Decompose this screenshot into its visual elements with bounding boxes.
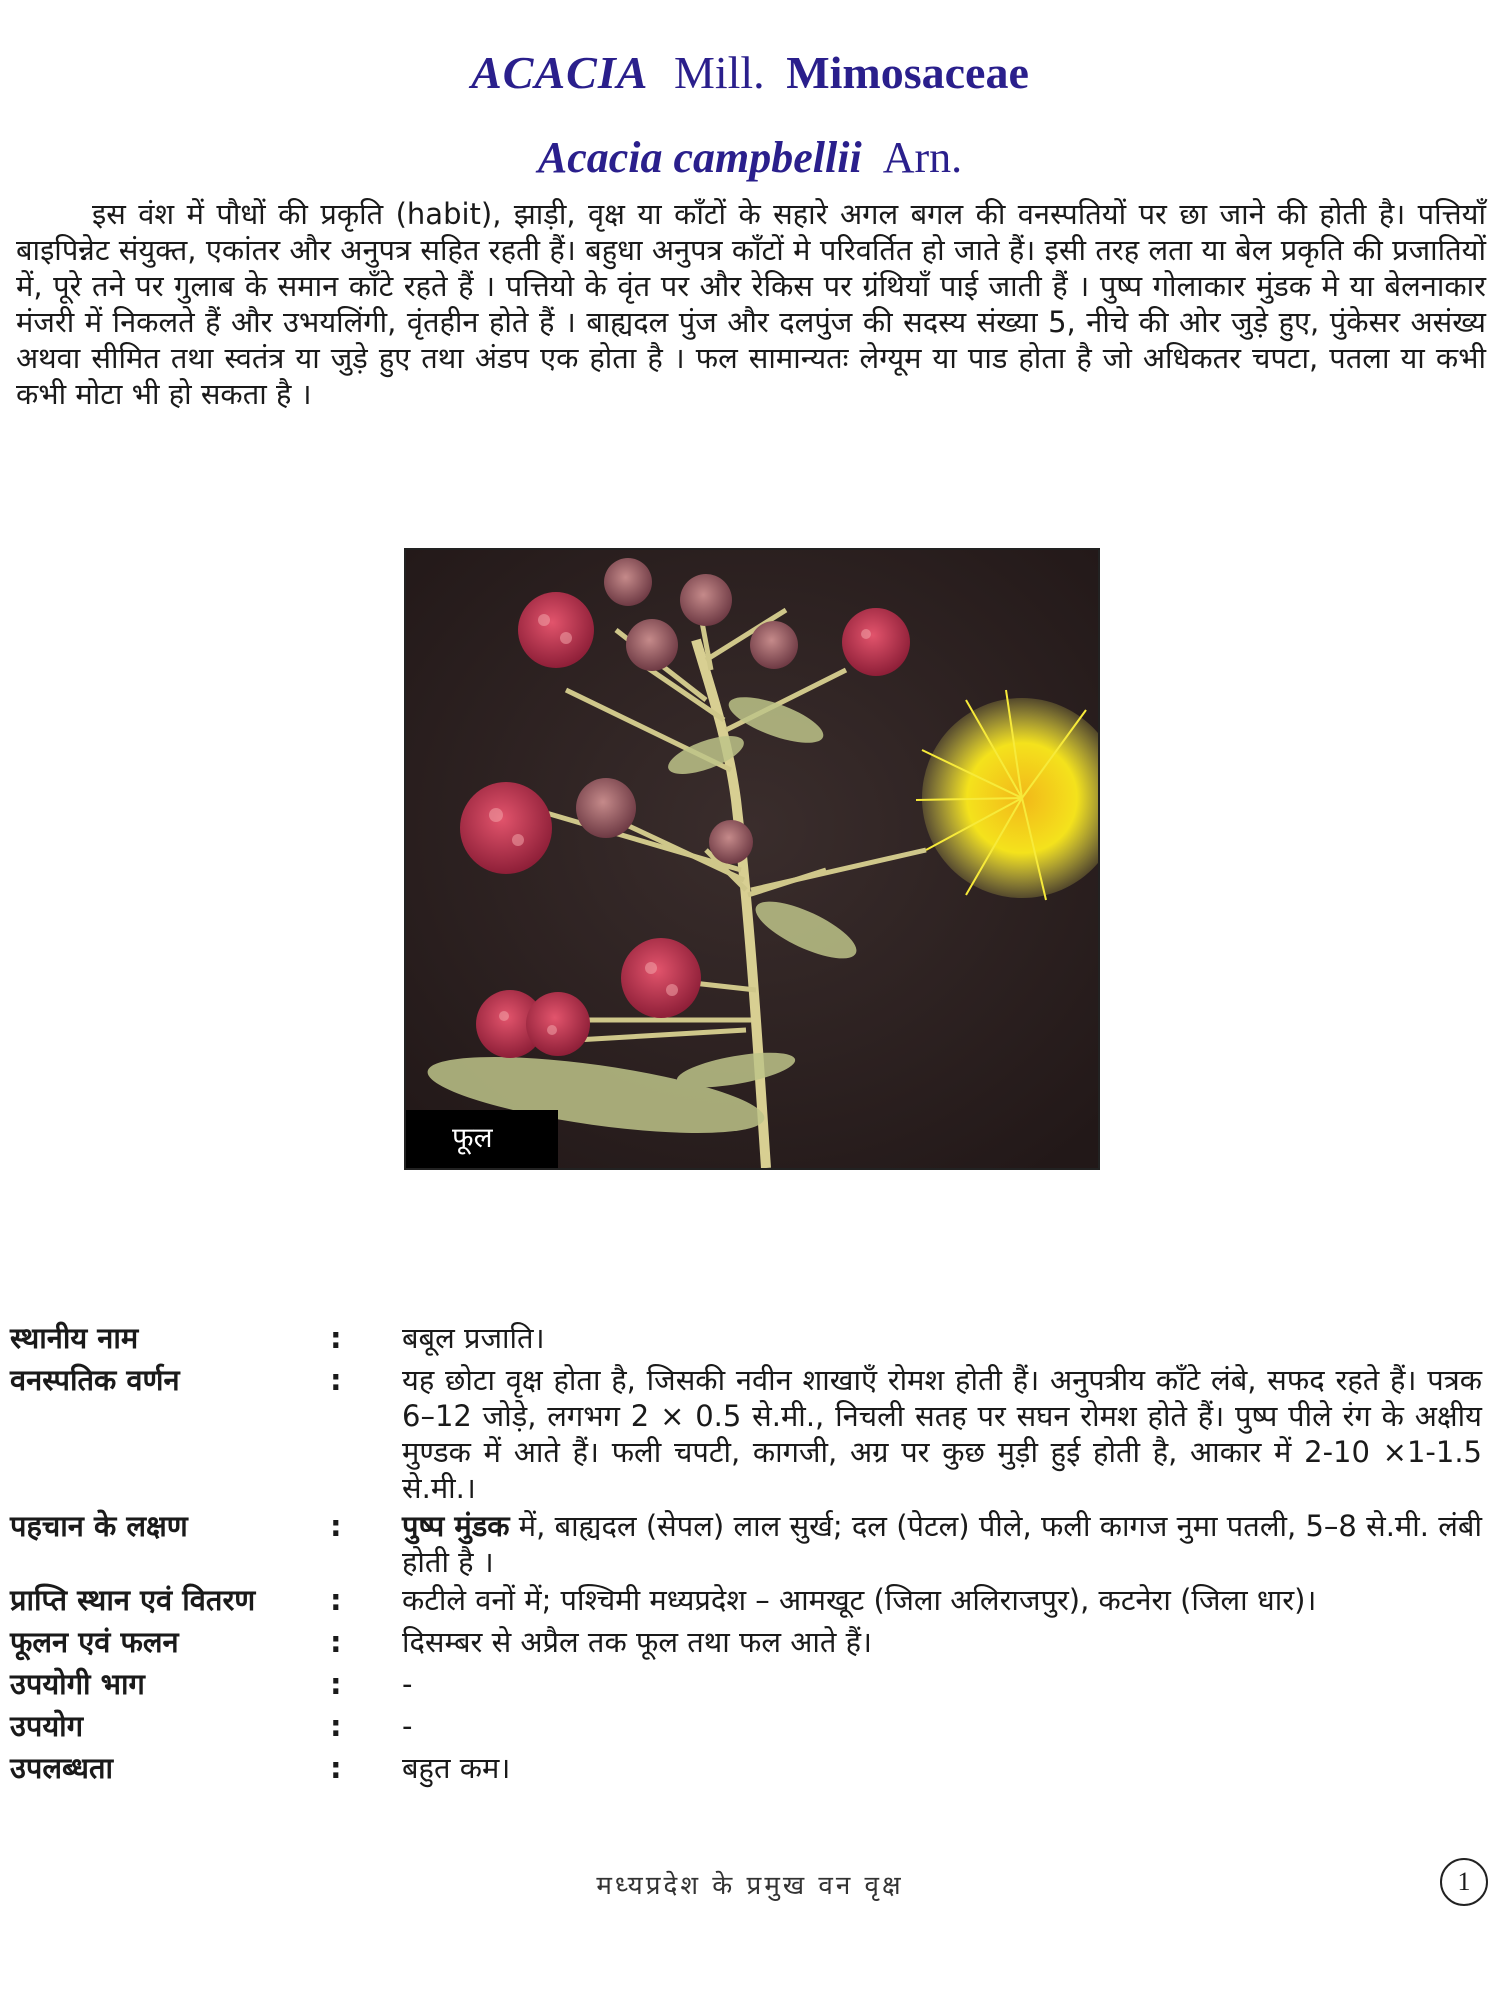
flower-photo: [404, 548, 1100, 1170]
field-local-name: [10, 1318, 1490, 1360]
flower-illustration: [406, 550, 1098, 1168]
field-value: दिसम्बर से अप्रैल तक फूल तथा फल आते हैं।: [402, 1625, 873, 1659]
field-value: -: [402, 1709, 413, 1743]
field-availability: [10, 1748, 1490, 1790]
species-details: [10, 1318, 1490, 1790]
field-distribution: [10, 1580, 1490, 1622]
field-value-bold: पुष्प मुंडक: [402, 1509, 510, 1543]
field-label: स्थानीय नाम: [10, 1321, 139, 1355]
field-colon: :: [330, 1751, 342, 1785]
field-label: फूलन एवं फलन: [10, 1625, 179, 1659]
field-colon: :: [330, 1667, 342, 1701]
field-colon: :: [330, 1583, 342, 1617]
field-value: बबूल प्रजाति।: [402, 1321, 545, 1355]
page-number: 1: [1440, 1858, 1488, 1906]
field-label: उपयोगी भाग: [10, 1667, 145, 1701]
field-identification: [10, 1506, 1490, 1580]
photo-caption: फूल: [406, 1110, 558, 1168]
field-useful-part: [10, 1664, 1490, 1706]
family-name: Mimosaceae: [786, 47, 1029, 98]
field-value: -: [402, 1667, 413, 1701]
page-title: [0, 48, 1500, 99]
field-colon: :: [330, 1363, 342, 1397]
field-value: कटीले वनों में; पश्चिमी मध्यप्रदेश – आमखूट (जिला अलिराजपुर), कटनेरा (जिला धार)।: [402, 1583, 1317, 1617]
field-label: उपलब्धता: [10, 1751, 114, 1785]
field-value: [402, 1506, 1482, 1580]
species-name: Acacia campbellii: [537, 133, 862, 182]
field-value: यह छोटा वृक्ष होता है, जिसकी नवीन शाखाएँ रोमश होती हैं। अनुपत्रीय काँटे लंबे, सफद रहते हैं। पत्रक 6–12 जोड़े, लगभग 2 × 0.5 से.मी., निचली सतह पर सघन रोमश होते हैं। पुष्प पीले रंग के अक्षीय मुण्डक में आते हैं। फली चपटी, कागजी, अग्र पर कुछ मुड़ी हुई होती है, आकार में 2-10 ×1-1.5 से.मी.।: [402, 1363, 1482, 1505]
genus-name: ACACIA: [471, 47, 649, 98]
page-footer: मध्यप्रदेश के प्रमुख वन वृक्ष: [596, 1871, 904, 1901]
species-author: Arn.: [882, 133, 963, 182]
field-value-text: में, बाह्यदल (सेपल) लाल सुर्ख; दल (पेटल) पीले, फली कागज नुमा पतली, 5–8 से.मी. लंबी होती है ।: [402, 1509, 1482, 1579]
field-botanical-description: [10, 1360, 1490, 1506]
field-colon: :: [330, 1321, 342, 1355]
field-label: उपयोग: [10, 1709, 84, 1743]
field-colon: :: [330, 1709, 342, 1743]
field-label: वनस्पतिक वर्णन: [10, 1363, 180, 1397]
field-colon: :: [330, 1625, 342, 1659]
field-flowering: [10, 1622, 1490, 1664]
field-label: प्राप्ति स्थान एवं वितरण: [10, 1583, 256, 1617]
genus-description: इस वंश में पौधों की प्रकृति (habit), झाड़ी, वृक्ष या काँटों के सहारे अगल बगल की वनस्पतियों पर छा जाने की होती है। पत्तियाँ बाइपिन्नेट संयुक्त, एकांतर और अनुपत्र सहित रहती हैं। बहुधा अनुपत्र काँटों मे परिवर्तित हो जाते हैं। इसी तरह लता या बेल प्रकृति की प्रजातियों में, पूरे तने पर गुलाब के समान काँटे रहते हैं । पत्तियो के वृंत पर और रेकिस पर ग्रंथियाँ पाई जाती हैं । पुष्प गोलाकार मुंडक मे या बेलनाकार मंजरी में निकलते हैं और उभयलिंगी, वृंतहीन होते हैं । बाह्यदल पुंज और दलपुंज की सदस्य संख्या 5, नीचे की ओर जुड़े हुए, पुंकेसर असंख्य अथवा सीमित तथा स्वतंत्र या जुड़े हुए तथा अंडप एक होता है । फल सामान्यतः लेग्यूम या पाड होता है जो अधिकतर चपटा, पतला या कभी कभी मोटा भी हो सकता है ।: [16, 197, 1486, 411]
species-title: [0, 132, 1500, 183]
field-label: पहचान के लक्षण: [10, 1509, 188, 1543]
field-value: बहुत कम।: [402, 1751, 511, 1785]
field-colon: :: [330, 1509, 342, 1543]
field-uses: [10, 1706, 1490, 1748]
genus-author: Mill.: [673, 47, 765, 98]
